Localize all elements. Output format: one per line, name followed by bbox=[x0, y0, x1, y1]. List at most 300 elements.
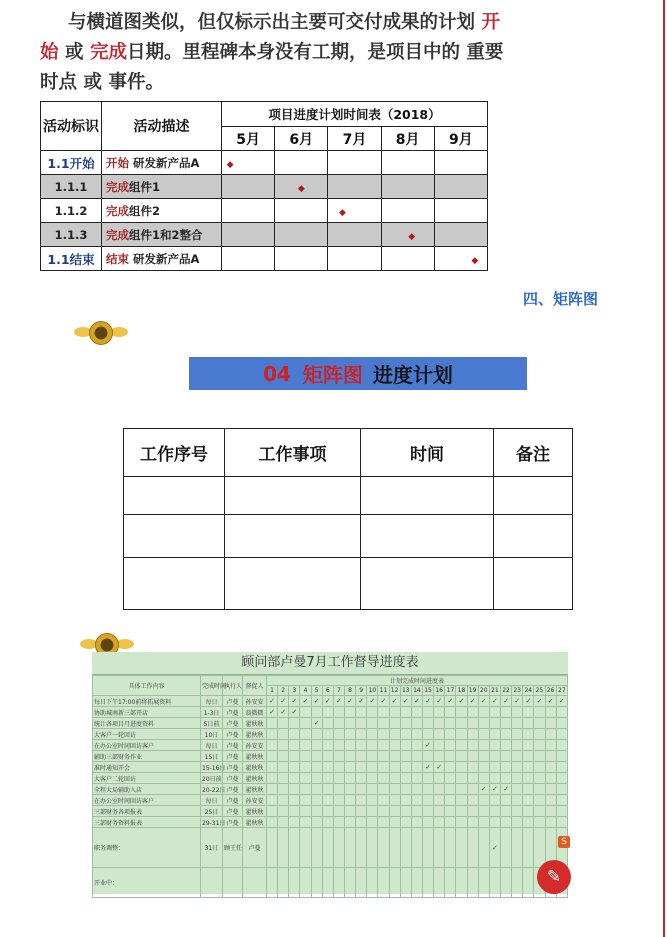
day-cell bbox=[389, 740, 400, 751]
task-supervisor: 翟秋秋 bbox=[243, 806, 267, 817]
matrix-cell bbox=[225, 558, 361, 610]
gantt-row bbox=[41, 151, 488, 175]
day-cell bbox=[523, 718, 534, 729]
sheet-row bbox=[93, 740, 568, 751]
day-cell bbox=[422, 868, 433, 898]
day-cell bbox=[278, 718, 289, 729]
intro-important: 重要时点 bbox=[40, 42, 504, 93]
day-cell bbox=[456, 729, 467, 740]
day-cell bbox=[467, 817, 478, 828]
day-cell bbox=[545, 773, 556, 784]
day-cell bbox=[512, 868, 523, 898]
day-cell bbox=[356, 795, 367, 806]
check-icon: ✓ bbox=[300, 696, 311, 707]
desc-text: 组件1和2整合 bbox=[129, 227, 203, 242]
task-time: 15-16日 bbox=[201, 762, 223, 773]
sheet-col-plan: 计划完成时间进度表 bbox=[267, 676, 568, 686]
activity-id: 1.1结束 bbox=[41, 247, 102, 271]
check-icon: ✓ bbox=[456, 696, 467, 707]
day-cell bbox=[512, 784, 523, 795]
day-header: 1 bbox=[267, 686, 278, 696]
day-cell bbox=[467, 707, 478, 718]
task-exec: 卢曼 bbox=[223, 817, 243, 828]
desc-highlight: 完成 bbox=[106, 179, 129, 194]
day-cell bbox=[356, 828, 367, 868]
day-cell bbox=[422, 707, 433, 718]
day-cell bbox=[333, 729, 344, 740]
day-cell bbox=[400, 707, 411, 718]
day-cell bbox=[512, 773, 523, 784]
day-cell bbox=[278, 795, 289, 806]
desc-text: 研发新产品A bbox=[129, 251, 200, 266]
day-cell bbox=[478, 751, 489, 762]
day-cell bbox=[456, 718, 467, 729]
matrix-header-id: 工作序号 bbox=[124, 429, 225, 477]
day-cell bbox=[422, 817, 433, 828]
day-cell bbox=[311, 784, 322, 795]
day-cell bbox=[311, 762, 322, 773]
matrix-cell bbox=[124, 515, 225, 558]
day-cell bbox=[500, 828, 511, 868]
day-header: 19 bbox=[468, 687, 477, 694]
day-cell bbox=[378, 729, 389, 740]
day-cell bbox=[434, 868, 445, 898]
day-cell bbox=[523, 806, 534, 817]
day-cell bbox=[378, 718, 389, 729]
day-cell bbox=[267, 828, 278, 868]
day-cell bbox=[556, 773, 567, 784]
day-cell bbox=[489, 817, 500, 828]
day-cell bbox=[489, 806, 500, 817]
task-time: 29-31日 bbox=[201, 817, 223, 828]
day-cell bbox=[411, 729, 422, 740]
day-cell bbox=[278, 773, 289, 784]
day-cell bbox=[278, 751, 289, 762]
day-cell bbox=[434, 795, 445, 806]
day-cell bbox=[556, 817, 567, 828]
day-cell bbox=[523, 707, 534, 718]
day-cell bbox=[267, 817, 278, 828]
day-cell bbox=[534, 707, 545, 718]
check-icon: ✓ bbox=[500, 784, 511, 795]
day-cell bbox=[545, 740, 556, 751]
day-cell bbox=[389, 751, 400, 762]
day-cell bbox=[489, 795, 500, 806]
gantt-row bbox=[41, 199, 488, 223]
day-cell bbox=[389, 868, 400, 898]
month-cell bbox=[328, 199, 381, 223]
matrix-cell bbox=[361, 558, 494, 610]
task-content: 大客户二轮回访 bbox=[93, 773, 201, 784]
day-cell bbox=[512, 795, 523, 806]
task-exec: 顾王任 bbox=[223, 828, 243, 868]
intro-or-2: 或 bbox=[83, 72, 102, 93]
day-cell bbox=[300, 718, 311, 729]
day-cell bbox=[489, 773, 500, 784]
task-time: 1-3日 bbox=[201, 707, 223, 718]
task-exec: 卢曼 bbox=[223, 707, 243, 718]
month-cell bbox=[328, 175, 381, 199]
day-cell bbox=[311, 795, 322, 806]
sheet-row bbox=[93, 817, 568, 828]
day-cell bbox=[267, 784, 278, 795]
day-cell bbox=[445, 868, 456, 898]
check-icon: ✓ bbox=[289, 707, 300, 718]
desc-text: 组件2 bbox=[129, 203, 161, 218]
check-icon: ✓ bbox=[489, 784, 500, 795]
task-exec: 卢曼 bbox=[223, 795, 243, 806]
day-header: 3 bbox=[289, 686, 300, 696]
day-cell bbox=[422, 729, 433, 740]
month-cell bbox=[434, 199, 487, 223]
activity-id: 1.1.2 bbox=[41, 199, 102, 223]
day-cell bbox=[523, 817, 534, 828]
check-icon: ✓ bbox=[422, 740, 433, 751]
day-cell bbox=[300, 828, 311, 868]
task-supervisor: 翟秋秋 bbox=[243, 718, 267, 729]
desc-highlight: 结束 bbox=[106, 251, 129, 266]
day-header: 14 bbox=[413, 687, 421, 694]
sheet-row bbox=[93, 751, 568, 762]
day-cell bbox=[356, 740, 367, 751]
day-cell bbox=[478, 740, 489, 751]
day-header: 10 bbox=[368, 687, 377, 694]
day-cell bbox=[434, 740, 445, 751]
day-cell bbox=[411, 707, 422, 718]
day-cell bbox=[356, 817, 367, 828]
task-content: 大客户一轮回访 bbox=[93, 729, 201, 740]
sheet-row bbox=[93, 762, 568, 773]
day-cell bbox=[534, 828, 545, 868]
gantt-row bbox=[41, 247, 488, 271]
page-border-right bbox=[663, 0, 665, 937]
day-cell bbox=[422, 784, 433, 795]
day-cell bbox=[456, 773, 467, 784]
day-cell bbox=[512, 762, 523, 773]
day-cell bbox=[500, 707, 511, 718]
day-cell bbox=[389, 729, 400, 740]
day-cell bbox=[344, 762, 355, 773]
day-cell bbox=[512, 828, 523, 868]
day-cell bbox=[311, 773, 322, 784]
matrix-cell bbox=[124, 558, 225, 610]
sheet-row bbox=[93, 773, 568, 784]
day-cell bbox=[534, 740, 545, 751]
activity-id: 1.1.3 bbox=[41, 223, 102, 247]
task-supervisor: 翟秋秋 bbox=[243, 817, 267, 828]
day-cell bbox=[456, 817, 467, 828]
intro-finish: 完成 bbox=[89, 42, 127, 63]
day-header: 12 bbox=[390, 687, 399, 694]
day-cell bbox=[456, 751, 467, 762]
day-cell bbox=[289, 773, 300, 784]
day-cell bbox=[400, 828, 411, 868]
day-header: 9 bbox=[356, 686, 367, 696]
sheet-row bbox=[93, 784, 568, 795]
day-cell bbox=[344, 718, 355, 729]
day-cell bbox=[267, 795, 278, 806]
desc-highlight: 完成 bbox=[106, 203, 129, 218]
day-cell bbox=[534, 762, 545, 773]
day-cell bbox=[367, 729, 378, 740]
check-icon: ✓ bbox=[512, 696, 523, 707]
day-cell bbox=[278, 868, 289, 898]
day-cell bbox=[278, 806, 289, 817]
day-cell bbox=[300, 762, 311, 773]
sheet-row bbox=[93, 795, 568, 806]
sheet-table bbox=[92, 675, 568, 898]
month-cell bbox=[222, 223, 275, 247]
check-icon: ✓ bbox=[422, 762, 433, 773]
matrix-cell bbox=[225, 477, 361, 515]
day-cell bbox=[500, 718, 511, 729]
month-header: 8月 bbox=[381, 127, 434, 151]
check-icon: ✓ bbox=[311, 696, 322, 707]
day-cell bbox=[278, 740, 289, 751]
day-cell bbox=[322, 817, 333, 828]
day-cell bbox=[556, 718, 567, 729]
day-cell bbox=[333, 817, 344, 828]
check-icon: ✓ bbox=[267, 707, 278, 718]
day-cell bbox=[300, 740, 311, 751]
check-icon: ✓ bbox=[344, 696, 355, 707]
check-icon: ✓ bbox=[434, 696, 445, 707]
day-cell bbox=[267, 773, 278, 784]
desc-text: 研发新产品A bbox=[129, 155, 200, 170]
sheet-row bbox=[93, 707, 568, 718]
day-cell bbox=[556, 806, 567, 817]
day-cell bbox=[534, 729, 545, 740]
day-cell bbox=[545, 707, 556, 718]
sheet-row bbox=[93, 696, 568, 707]
matrix-header-time: 时间 bbox=[361, 429, 494, 477]
month-cell bbox=[381, 175, 434, 199]
day-cell bbox=[534, 773, 545, 784]
day-cell bbox=[478, 828, 489, 868]
day-cell bbox=[467, 729, 478, 740]
sheet-row bbox=[93, 806, 568, 817]
day-cell bbox=[289, 751, 300, 762]
month-cell bbox=[275, 175, 328, 199]
day-cell bbox=[534, 795, 545, 806]
day-cell bbox=[456, 795, 467, 806]
day-cell bbox=[367, 806, 378, 817]
check-icon: ✓ bbox=[311, 718, 322, 729]
day-cell bbox=[367, 740, 378, 751]
day-cell bbox=[500, 729, 511, 740]
day-cell bbox=[422, 773, 433, 784]
day-cell bbox=[467, 718, 478, 729]
col-activity-id: 活动标识 bbox=[41, 102, 102, 151]
task-content: 在办公室时间回访客户 bbox=[93, 795, 201, 806]
sheet-col-exec: 执行人 bbox=[223, 676, 243, 696]
col-timeline: 项目进度计划时间表（2018） bbox=[222, 102, 488, 127]
task-time: 31日 bbox=[201, 828, 223, 868]
day-cell bbox=[400, 729, 411, 740]
check-icon: ✓ bbox=[556, 696, 567, 707]
day-cell bbox=[300, 773, 311, 784]
matrix-cell bbox=[361, 477, 494, 515]
day-cell bbox=[556, 740, 567, 751]
day-cell bbox=[523, 868, 534, 898]
ornament-icon bbox=[74, 318, 130, 348]
day-cell bbox=[289, 868, 300, 898]
day-cell bbox=[400, 806, 411, 817]
day-header: 22 bbox=[502, 687, 510, 694]
day-cell bbox=[356, 751, 367, 762]
day-cell bbox=[556, 762, 567, 773]
day-cell bbox=[278, 762, 289, 773]
task-time: 25日 bbox=[201, 806, 223, 817]
task-content: 职务调整： bbox=[93, 828, 201, 868]
banner-black: 进度计划 bbox=[372, 363, 453, 387]
activity-desc bbox=[102, 199, 222, 223]
day-cell bbox=[489, 729, 500, 740]
day-cell bbox=[367, 773, 378, 784]
day-cell bbox=[434, 729, 445, 740]
day-cell bbox=[289, 740, 300, 751]
day-cell bbox=[267, 718, 278, 729]
day-cell bbox=[344, 806, 355, 817]
day-cell bbox=[445, 729, 456, 740]
day-cell bbox=[489, 718, 500, 729]
day-cell bbox=[467, 751, 478, 762]
day-cell bbox=[512, 740, 523, 751]
day-cell bbox=[344, 828, 355, 868]
day-cell bbox=[344, 707, 355, 718]
day-cell bbox=[400, 718, 411, 729]
eraser-button-icon[interactable]: ✎ bbox=[537, 860, 571, 894]
day-cell bbox=[322, 718, 333, 729]
day-cell bbox=[489, 762, 500, 773]
day-cell bbox=[500, 762, 511, 773]
day-cell bbox=[389, 762, 400, 773]
day-cell bbox=[300, 707, 311, 718]
day-header: 26 bbox=[546, 687, 555, 694]
day-cell bbox=[500, 740, 511, 751]
day-header: 20 bbox=[479, 687, 488, 694]
day-cell bbox=[422, 806, 433, 817]
activity-desc bbox=[102, 151, 222, 175]
day-cell bbox=[322, 828, 333, 868]
intro-event: 事件。 bbox=[108, 72, 164, 93]
task-exec: 卢曼 bbox=[223, 773, 243, 784]
day-cell bbox=[523, 751, 534, 762]
day-header: 7 bbox=[333, 686, 344, 696]
day-cell bbox=[300, 751, 311, 762]
day-cell bbox=[411, 751, 422, 762]
day-cell bbox=[300, 729, 311, 740]
milestone-diamond-icon: ◆ bbox=[339, 207, 346, 218]
day-cell bbox=[489, 740, 500, 751]
task-supervisor bbox=[243, 868, 267, 898]
day-cell bbox=[500, 773, 511, 784]
day-cell bbox=[523, 729, 534, 740]
task-supervisor: 翟秋秋 bbox=[243, 784, 267, 795]
task-content: 全程大局辅助入店 bbox=[93, 784, 201, 795]
day-cell bbox=[333, 718, 344, 729]
task-supervisor: 翟秋秋 bbox=[243, 751, 267, 762]
day-cell bbox=[556, 751, 567, 762]
task-content: 协助城南新三部开店 bbox=[93, 707, 201, 718]
day-cell bbox=[445, 828, 456, 868]
month-cell bbox=[328, 247, 381, 271]
day-cell bbox=[267, 729, 278, 740]
day-header: 25 bbox=[535, 687, 544, 694]
day-cell bbox=[378, 707, 389, 718]
day-cell bbox=[534, 806, 545, 817]
day-cell bbox=[467, 762, 478, 773]
day-cell bbox=[445, 718, 456, 729]
day-cell bbox=[344, 773, 355, 784]
day-cell bbox=[489, 751, 500, 762]
day-cell bbox=[322, 806, 333, 817]
sheet-row bbox=[93, 729, 568, 740]
day-cell bbox=[378, 762, 389, 773]
month-cell bbox=[328, 223, 381, 247]
day-header: 8 bbox=[344, 686, 355, 696]
day-cell bbox=[367, 817, 378, 828]
day-cell bbox=[478, 806, 489, 817]
check-icon: ✓ bbox=[523, 696, 534, 707]
task-content: 三部财务资料报表 bbox=[93, 817, 201, 828]
day-cell bbox=[411, 773, 422, 784]
day-cell bbox=[478, 773, 489, 784]
day-header: 11 bbox=[379, 687, 388, 694]
matrix-cell bbox=[225, 515, 361, 558]
day-cell bbox=[378, 773, 389, 784]
day-cell bbox=[545, 762, 556, 773]
day-cell bbox=[500, 817, 511, 828]
day-cell bbox=[500, 751, 511, 762]
day-cell bbox=[500, 806, 511, 817]
day-cell bbox=[322, 795, 333, 806]
day-cell bbox=[545, 817, 556, 828]
desc-text: 组件1 bbox=[129, 179, 161, 194]
day-cell bbox=[523, 773, 534, 784]
day-cell bbox=[267, 762, 278, 773]
day-cell bbox=[289, 817, 300, 828]
matrix-cell bbox=[494, 477, 573, 515]
day-header: 4 bbox=[300, 686, 311, 696]
day-cell bbox=[456, 784, 467, 795]
day-cell bbox=[467, 773, 478, 784]
day-cell bbox=[523, 828, 534, 868]
task-supervisor: 孙安安 bbox=[243, 696, 267, 707]
day-cell bbox=[356, 729, 367, 740]
day-header: 27 bbox=[558, 687, 566, 694]
day-cell bbox=[378, 806, 389, 817]
day-cell bbox=[422, 718, 433, 729]
intro-text-2: 日期。里程碑本身没有工期，是项目中的 bbox=[126, 42, 460, 63]
matrix-header-note: 备注 bbox=[494, 429, 573, 477]
day-cell bbox=[267, 740, 278, 751]
day-cell bbox=[311, 817, 322, 828]
month-cell bbox=[381, 199, 434, 223]
activity-desc bbox=[102, 175, 222, 199]
day-cell bbox=[322, 740, 333, 751]
task-time: 20日前 bbox=[201, 773, 223, 784]
day-cell bbox=[512, 806, 523, 817]
day-cell bbox=[434, 806, 445, 817]
day-cell bbox=[545, 718, 556, 729]
task-supervisor: 翟秋秋 bbox=[243, 762, 267, 773]
month-cell bbox=[222, 247, 275, 271]
day-cell bbox=[445, 707, 456, 718]
sheet-row bbox=[93, 718, 568, 729]
day-cell bbox=[445, 817, 456, 828]
day-cell bbox=[478, 868, 489, 898]
